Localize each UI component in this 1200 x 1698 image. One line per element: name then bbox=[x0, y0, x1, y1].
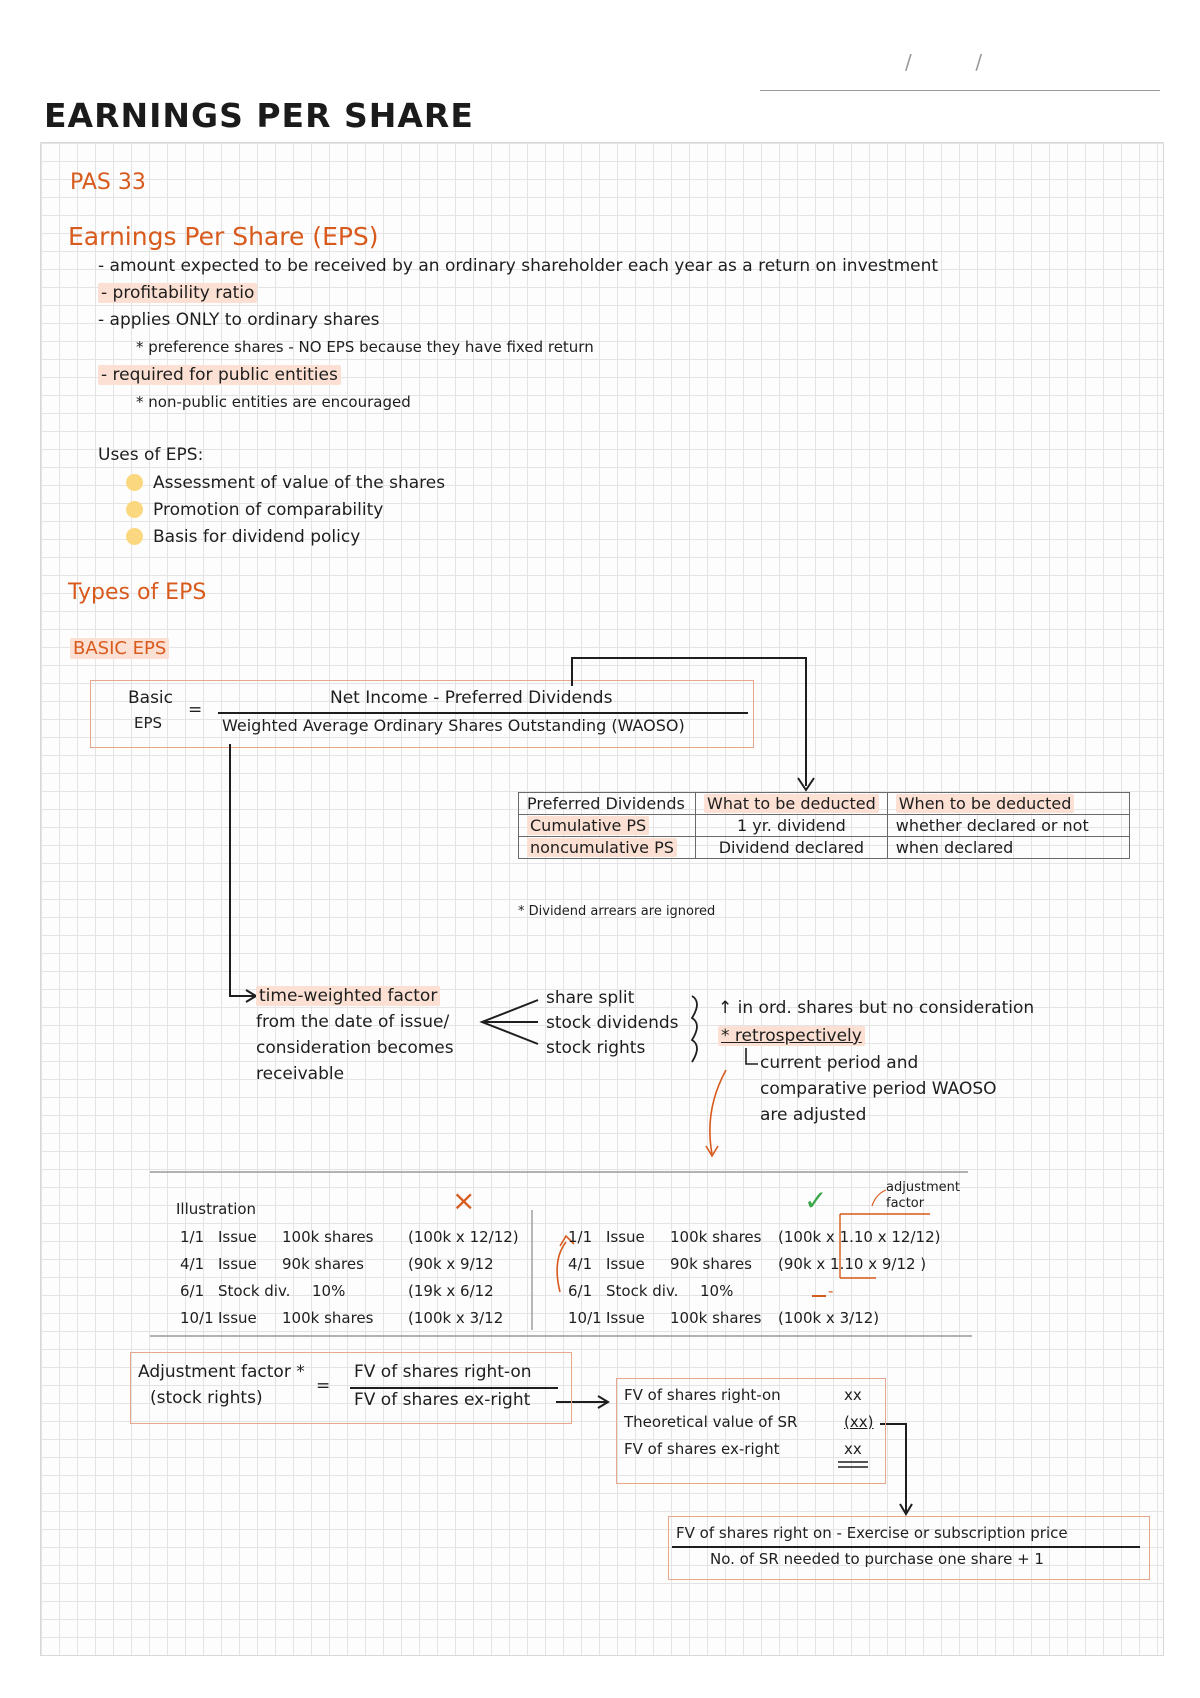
table-row: noncumulative PS Dividend declared when declared bbox=[519, 837, 1130, 859]
sr-denominator: No. of SR needed to purchase one share + 1 bbox=[710, 1550, 1044, 1568]
use-item-3: Basis for dividend policy bbox=[126, 527, 360, 547]
tw-text-1: time-weighted factor bbox=[256, 986, 440, 1006]
adj-equals: = bbox=[316, 1376, 331, 1396]
use-item-1: Assessment of value of the shares bbox=[126, 473, 445, 493]
adj-fraction-bar bbox=[350, 1387, 558, 1389]
table-row: Theoretical value of SR (xx) bbox=[624, 1413, 874, 1431]
adj-denominator: FV of shares ex-right bbox=[354, 1390, 531, 1410]
def-bullet-4: - required for public entities bbox=[98, 365, 341, 385]
table-row: 10/1 Issue 100k shares (100k x 3/12 bbox=[180, 1309, 504, 1327]
computation-table bbox=[624, 1386, 873, 1467]
def-note-2: * non-public entities are encouraged bbox=[136, 393, 411, 411]
tw-note-4: comparative period WAOSO bbox=[760, 1079, 997, 1099]
bullet-dot bbox=[126, 501, 143, 518]
left-illustration bbox=[180, 1228, 519, 1336]
formula-left-1: Basic bbox=[128, 688, 174, 708]
tw-note-3: current period and bbox=[760, 1053, 919, 1073]
table-row: 1/1 Issue 100k shares (100k x 12/12) bbox=[180, 1228, 519, 1246]
date-slashes: / / bbox=[905, 50, 983, 74]
fraction-bar bbox=[218, 712, 748, 714]
table-row: 4/1 Issue 90k shares (90k x 1.10 x 9/12 ) bbox=[568, 1255, 927, 1273]
tw-text-4: receivable bbox=[256, 1064, 345, 1084]
tw-text-2: from the date of issue/ bbox=[256, 1012, 450, 1032]
use-item-2: Promotion of comparability bbox=[126, 500, 383, 520]
table-row: 6/1 Stock div. 10% (19k x 6/12 bbox=[180, 1282, 494, 1300]
illustration-label: Illustration bbox=[176, 1200, 257, 1218]
table-row: FV of shares ex-right xx bbox=[624, 1440, 862, 1458]
types-heading: Types of EPS bbox=[68, 580, 207, 605]
bullet-dot bbox=[126, 474, 143, 491]
def-bullet-1: - amount expected to be received by an ordinary shareholder each year as a return on investment bbox=[98, 256, 939, 276]
formula-numerator: Net Income - Preferred Dividends bbox=[330, 688, 613, 708]
table-header: Preferred Dividends bbox=[519, 793, 696, 815]
eps-heading: Earnings Per Share (EPS) bbox=[68, 222, 379, 251]
sr-fraction-bar bbox=[672, 1546, 1140, 1548]
wrong-mark-icon: × bbox=[452, 1184, 476, 1217]
pref-table-note: * Dividend arrears are ignored bbox=[518, 904, 716, 919]
table-header: When to be deducted bbox=[887, 793, 1129, 815]
formula-equals: = bbox=[188, 700, 203, 720]
table-row: 10/1 Issue 100k shares (100k x 3/12) bbox=[568, 1309, 880, 1327]
tw-note-1: ↑ in ord. shares but no consideration bbox=[718, 998, 1035, 1018]
adj-label-text-1: Adjustment factor * bbox=[138, 1362, 305, 1382]
table-row: 1/1 Issue 100k shares (100k x 1.10 x 12/12) bbox=[568, 1228, 941, 1246]
table-row: 6/1 Stock div. 10% - bbox=[568, 1282, 834, 1300]
def-bullet-3: - applies ONLY to ordinary shares bbox=[98, 310, 380, 330]
tw-note-5: are adjusted bbox=[760, 1105, 867, 1125]
branch-share-split: share split bbox=[546, 988, 635, 1008]
table-header: What to be deducted bbox=[696, 793, 888, 815]
adj-numerator: FV of shares right-on bbox=[354, 1362, 532, 1382]
def-bullet-2: - profitability ratio bbox=[98, 283, 257, 303]
tw-text-3: consideration becomes bbox=[256, 1038, 454, 1058]
right-illustration bbox=[568, 1228, 940, 1336]
page-title: EARNINGS PER SHARE bbox=[44, 96, 474, 135]
branch-stock-dividends: stock dividends bbox=[546, 1013, 679, 1033]
uses-label: Uses of EPS: bbox=[98, 445, 204, 465]
pref-dividends-table bbox=[518, 792, 1130, 859]
table-row: FV of shares right-on xx bbox=[624, 1386, 862, 1404]
table-row: Cumulative PS 1 yr. dividend whether declared or not bbox=[519, 815, 1130, 837]
date-line bbox=[760, 90, 1160, 91]
branch-stock-rights: stock rights bbox=[546, 1038, 646, 1058]
table-row: 4/1 Issue 90k shares (90k x 9/12 bbox=[180, 1255, 494, 1273]
adj-label-2: factor bbox=[886, 1196, 925, 1211]
standard-label: PAS 33 bbox=[70, 170, 146, 195]
adj-label-text-2: (stock rights) bbox=[150, 1388, 263, 1408]
bullet-dot bbox=[126, 528, 143, 545]
sr-numerator: FV of shares right on - Exercise or subscription price bbox=[676, 1524, 1068, 1542]
basic-eps-label: BASIC EPS bbox=[70, 638, 169, 659]
formula-denominator: Weighted Average Ordinary Shares Outstanding (WAOSO) bbox=[222, 716, 685, 735]
formula-left-2: EPS bbox=[134, 714, 163, 732]
check-mark-icon: ✓ bbox=[804, 1184, 828, 1217]
tw-note-2: * retrospectively bbox=[718, 1026, 865, 1046]
adj-label-1: adjustment bbox=[886, 1180, 960, 1195]
def-note-1: * preference shares - NO EPS because they have fixed return bbox=[136, 338, 594, 356]
